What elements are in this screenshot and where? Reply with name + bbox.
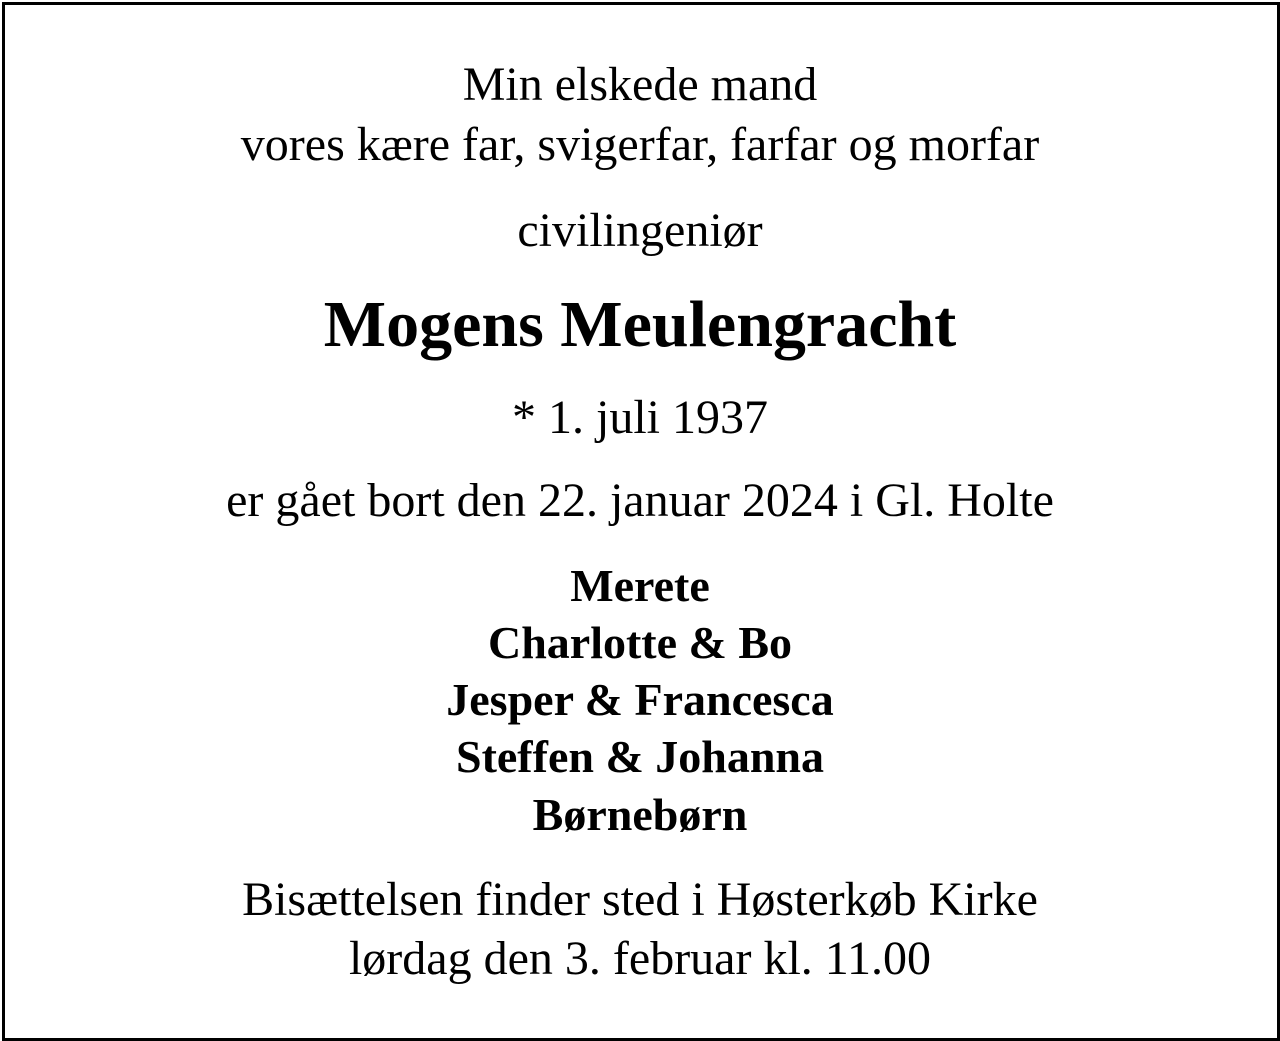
funeral-time: lørdag den 3. februar kl. 11.00	[348, 932, 932, 985]
funeral-location: Bisættelsen finder sted i Høsterkøb Kirke	[242, 873, 1038, 926]
family-member: Jesper & Francesca	[446, 674, 834, 725]
intro-line-2: vores kære far, svigerfar, farfar og morfar	[240, 118, 1040, 171]
family-member: Steffen & Johanna	[455, 731, 825, 782]
birth-date: * 1. juli 1937	[511, 391, 768, 444]
deceased-name: Mogens Meulengracht	[323, 288, 957, 361]
death-notice: er gået bort den 22. januar 2024 i Gl. Holte	[226, 474, 1054, 527]
family-member: Merete	[570, 560, 710, 611]
family-member: Charlotte & Bo	[487, 617, 793, 668]
family-member: Børnebørn	[532, 789, 748, 840]
intro-line-1: Min elskede mand	[462, 58, 818, 111]
professional-title: civilingeniør	[517, 204, 763, 257]
